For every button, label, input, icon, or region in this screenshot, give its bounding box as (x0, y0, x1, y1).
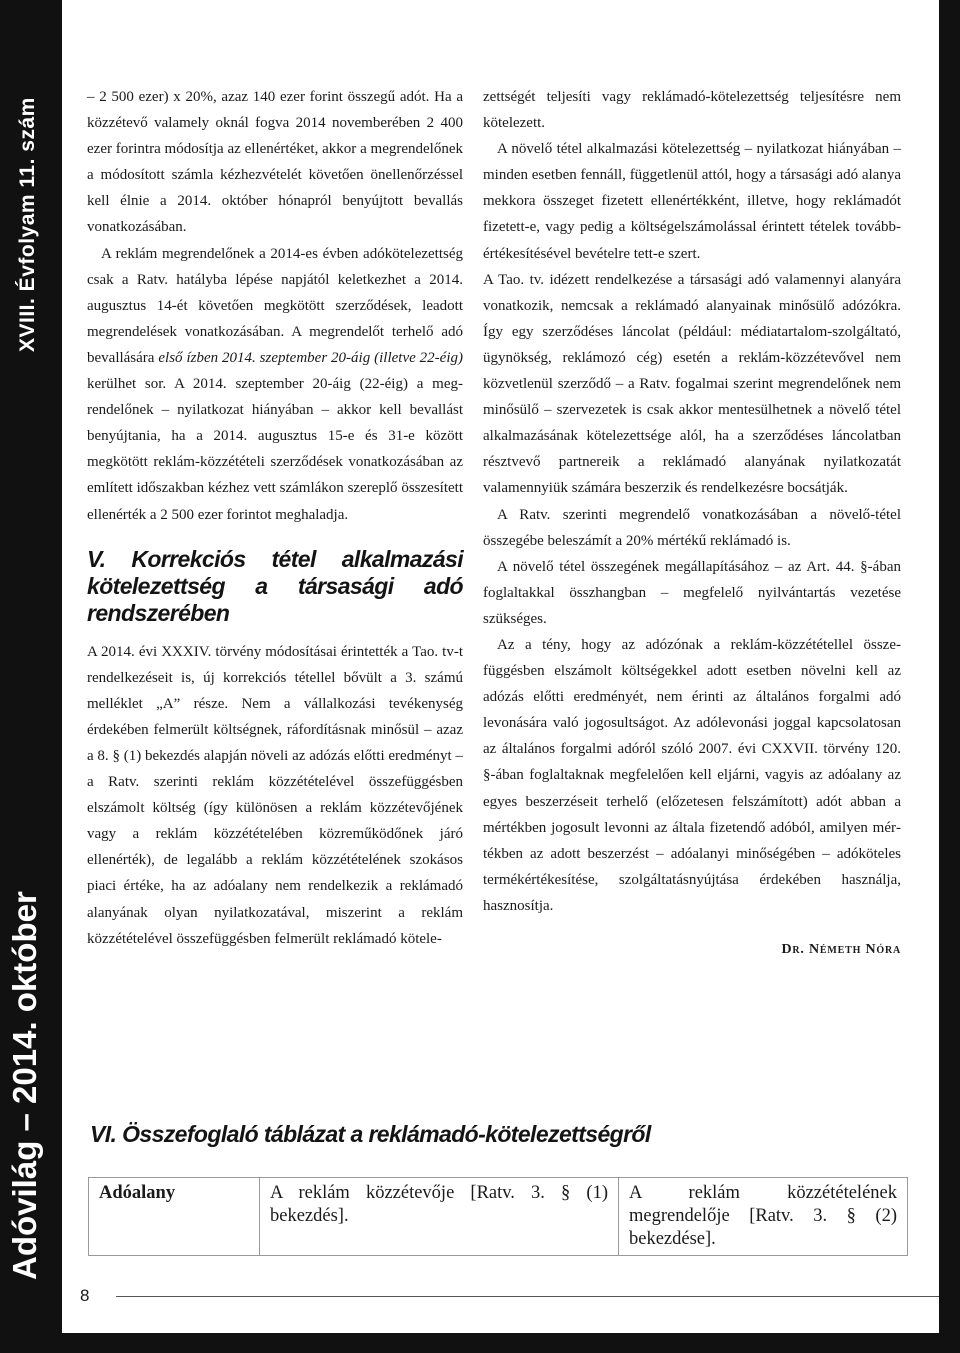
paragraph: A reklám megrendelőnek a 2014-es évben adókötelezettség csak a Ratv. hatályba lépése napjától keletkezhet a 2014. augusztus 14-ét követően megkötött szerződések, leadott megrendelések vonatkozásában. A megrendelőt terhelő adó bevallására első ízben 2014. szeptember 20-áig (illetve 22-éig) kerülhet sor. A 2014. szeptember 20-áig (22-éig) a megrendelőnek – nyilatkozat hiányában – akkor kell bevallást benyújtania, ha a 2014. augusztus 15-e és 31-e között megkötött reklám-közzétételi szerződések vonatkozásában az említett időszakban kézhez vett számlákon szereplő összesített ellenérték a 2 500 ezer forintot meghaladja. (87, 245, 463, 523)
table-row (89, 1178, 908, 1256)
journal-title: Adóvilág – 2014. október (6, 891, 43, 1280)
paragraph: – 2 500 ezer) x 20%, azaz 140 ezer forint összegű adót. Ha a közzétevő valamely oknál fogva 2014 novemberében 2 400 ezer forintra módosítja az ellenértéket, akkor a megrendelőnek a módosított számla kézhezvételét követően önellenőrzéssel kell élnie a 2014. október hónapról benyújtott bevallás vonatkozásában. (87, 89, 463, 236)
footer-divider (116, 1296, 939, 1297)
paragraph: A Tao. tv. idézett rendelkezése a társasági adó valamennyi alanyára vonatkozik, nemcsak a reklámadó alanyainak minősülő adózókra. Így egy szerződéses láncolat (például: médiatartalom-szolgáltató, ügynökség, reklámozó cég) esetén a reklám-közzétevővel nem közvetlenül szerződő – a Ratv. fogalmai szerint megrendelőnek nem minősülő – szervezetek is csak akkor mentesülhetnek a növelő tétel alkalmazásának kötelezettsége alól, ha a szerződéses láncolatban résztvevő partnereik a reklámadó alanyának nyilatkozatát valamennyiük számára beszerzik és rendelkezésre bocsátják. (483, 271, 901, 497)
paragraph: A Ratv. szerinti megrendelő vonatkozásában a növelő-tétel összegébe beleszámít a 20% mértékű reklámadó is. (483, 506, 901, 549)
emphasized-text: első ízben 2014. szeptember 20-áig (illetve 22-éig) (158, 349, 463, 366)
paragraph: A növelő tétel alkalmazási kötelezettség – nyilatkozat hiányában – minden esetben fennáll, függetlenül attól, hogy a társasági adó alanya mekkora összeget fizetett ellenértékként, illetve, hogy reklámadót fizetett-e, vagy pedig a költségelszámolással érintett tételek továbbértékesítésével bevételre tett-e szert. (483, 141, 901, 262)
author-signature: Dr. Németh Nóra (781, 942, 901, 957)
paragraph: zettségét teljesíti vagy reklámadó-kötelezettség teljesítésre nem kötelezett. (483, 89, 901, 132)
left-column (87, 84, 463, 952)
bottom-edge-strip (62, 1333, 939, 1353)
right-edge-strip (939, 0, 960, 1353)
sidebar (0, 0, 62, 1353)
table-cell: A reklám közzétételének megrendelője [Ratv. 3. § (2) bekezdése]. (619, 1178, 908, 1256)
section-vi-heading: VI. Összefoglaló táblázat a reklámadó-kötelezettségről (90, 1121, 651, 1147)
summary-table (88, 1177, 908, 1256)
paragraph: A 2014. évi XXXIV. törvény módosításai érintették a Tao. tv-t rendelkezéseit is, új korrekciós tétellel bővült a 3. számú melléklet „A” része. Nem a vállalkozási tevékenység érdekében felmerült költségnek, ráfordításnak minősül – azaz a 8. § (1) bekezdés alapján növeli az adózás előtti eredményt – a Ratv. szerinti reklám közzétételével összefüggésben elszámolt költség (így különösen a reklám közzétevőjének vagy a reklám közzétételében közreműködőnek járó ellenérték), de legalább a reklám közzétételének szokásos piaci értéke, ha az adóalany nem rendelkezik a reklámadó alanyának olyan nyilatkozatával, miszerint a reklám közzétételével összefüggésben felmerült reklámadó kötele- (87, 643, 463, 947)
issue-label: XVIII. Évfolyam 11. szám (16, 97, 39, 352)
page-number: 8 (80, 1286, 90, 1305)
paragraph: Az a tény, hogy az adózónak a reklám-közzététellel összefüggésben elszámolt költségekkel adott esetben növelni kell az adózás előtti eredményét, nem érinti az általános forgalmi adó levonására való jogosultságot. Az adólevonási joggal kapcsolatosan az általános forgalmi adóról szóló 2007. évi CXXVII. törvény 120. §-ában foglaltaknak megfelelően kell eljárni, vagyis az adóalany az egyes beszerzéseit terhelő (előzetesen felszámított) adót abban a mértékben jogosult levonni az általa fizetendő adóból, amilyen mértékben az adott beszerzést – adóalanyi minőségében – adóköteles termékértékesítése, szolgáltatásnyújtása érdekében használja, hasznosítja. (483, 636, 901, 914)
right-column (483, 84, 901, 958)
paragraph: A növelő tétel összegének megállapításához – az Art. 44. §-ában foglaltakkal összhangban – megfelelő nyilvántartás vezetése szükséges. (483, 558, 901, 627)
table-cell: Adóalany (89, 1178, 260, 1256)
table-cell: A reklám közzétevője [Ratv. 3. § (1) bekezdés]. (260, 1178, 619, 1256)
section-v-heading: V. Korrekciós tétel alkalmazási kötelezettség a társasági adó rendszerében (87, 545, 463, 626)
